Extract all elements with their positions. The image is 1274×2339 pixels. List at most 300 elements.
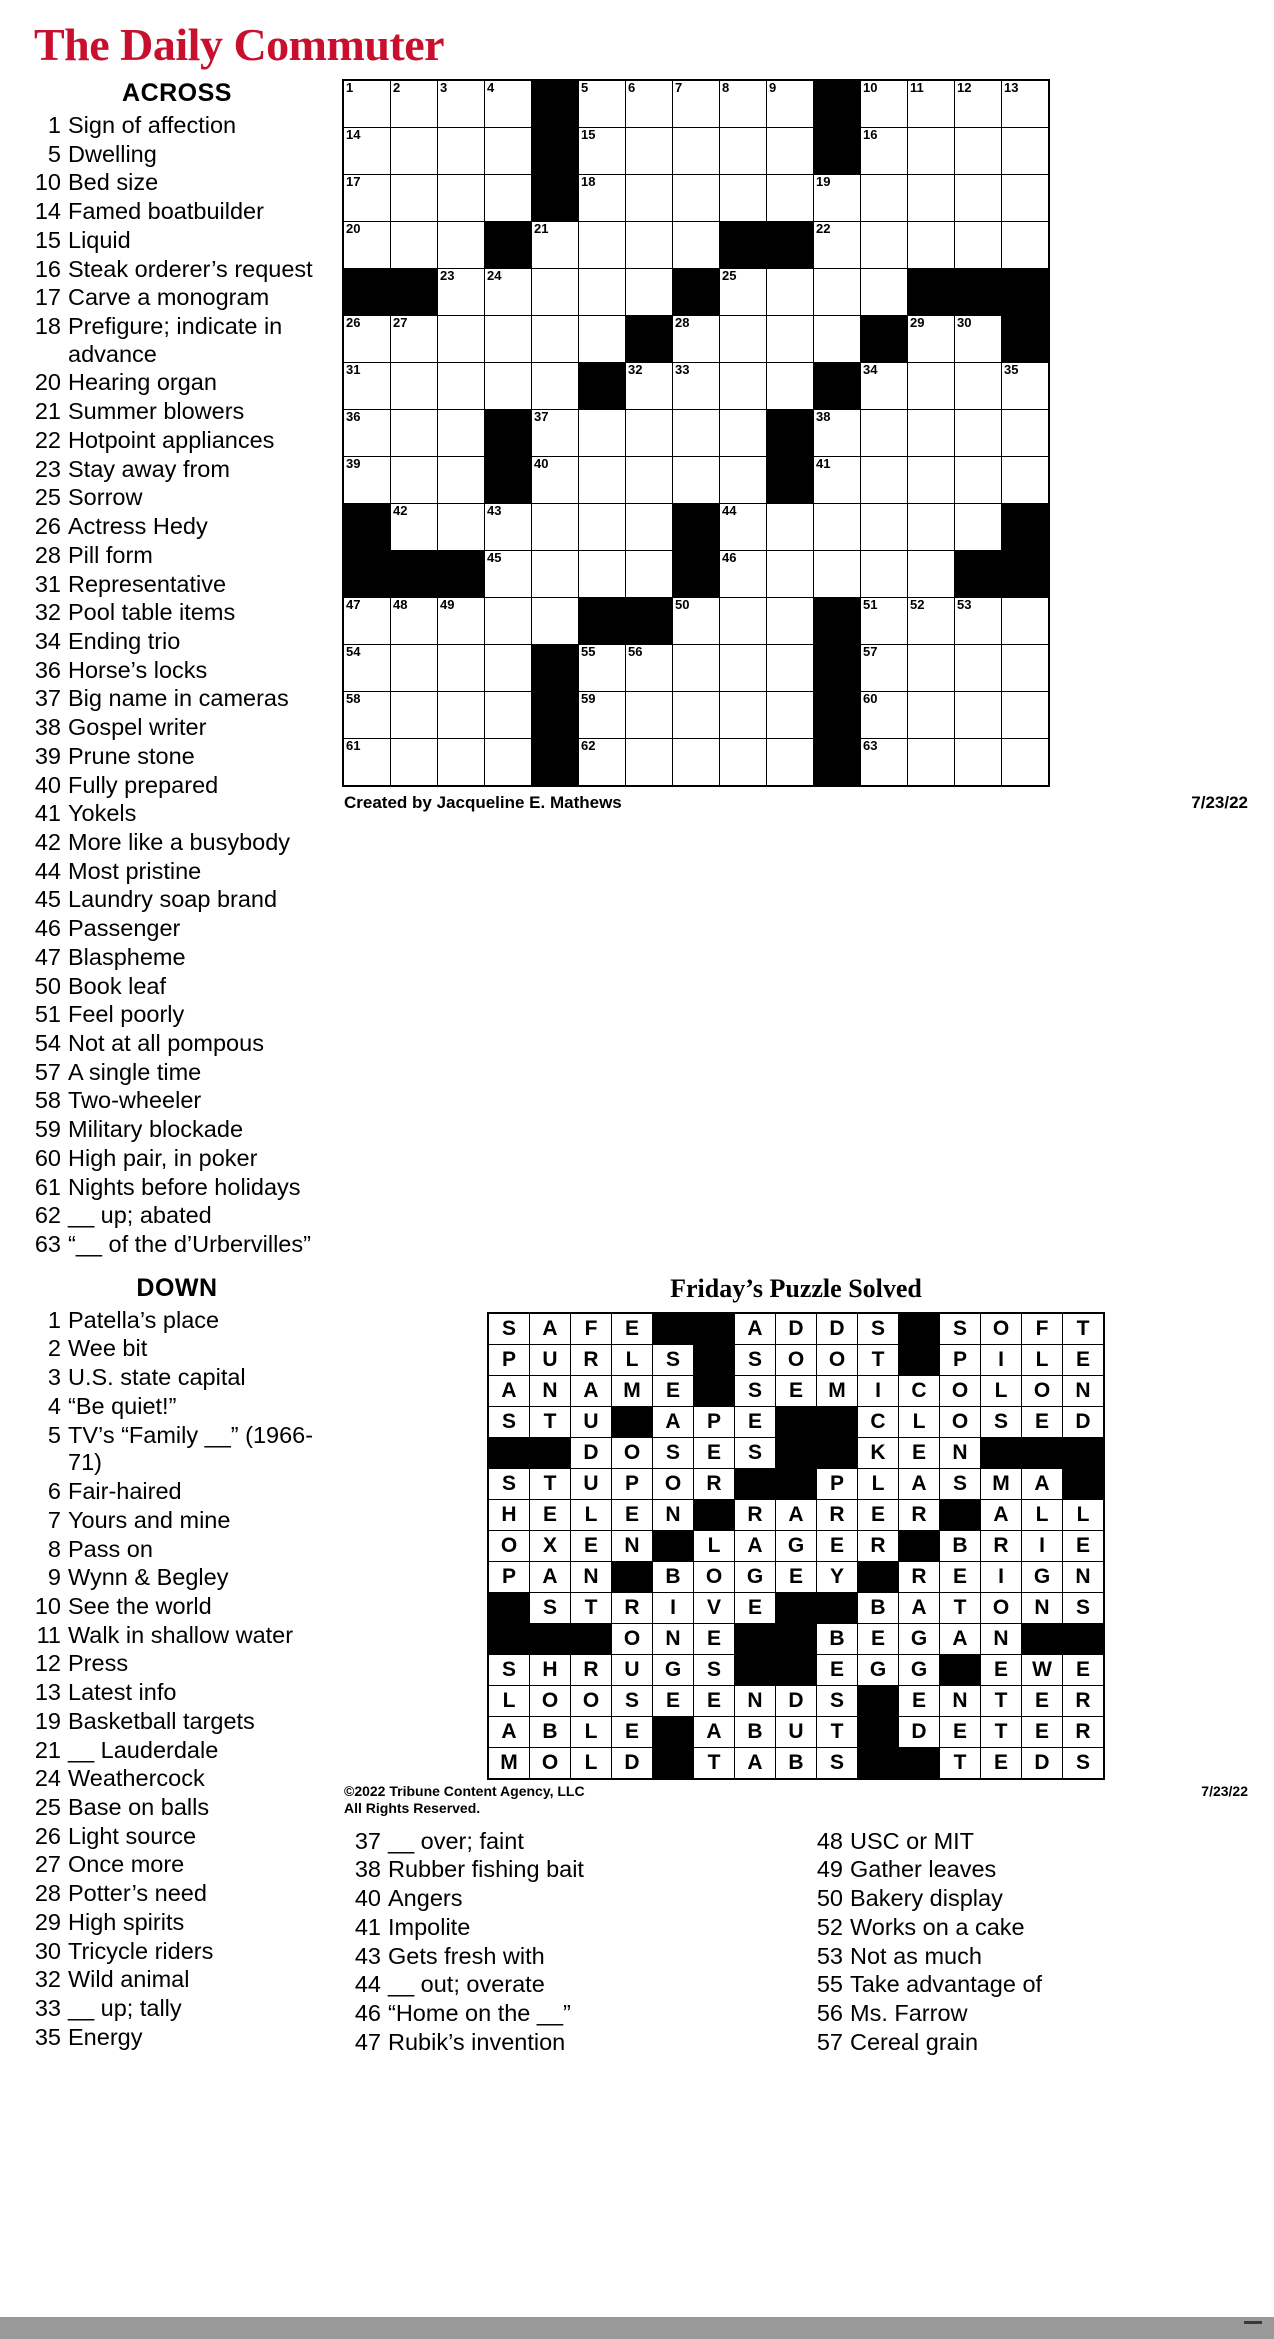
- crossword-block-cell: [908, 269, 955, 316]
- crossword-block-cell: [955, 551, 1002, 598]
- crossword-cell[interactable]: [532, 222, 579, 269]
- across-clue-text: Passenger: [68, 915, 181, 942]
- solved-letter-cell: B: [653, 1561, 694, 1592]
- crossword-cell[interactable]: [861, 504, 908, 551]
- crossword-cell[interactable]: [438, 222, 485, 269]
- across-clue-item: [30, 685, 324, 713]
- crossword-cell[interactable]: [532, 551, 579, 598]
- crossword-cell-number: 18: [581, 174, 596, 189]
- crossword-cell[interactable]: [343, 316, 391, 363]
- crossword-cell[interactable]: [814, 410, 861, 457]
- crossword-cell[interactable]: [391, 645, 438, 692]
- crossword-cell[interactable]: [767, 645, 814, 692]
- crossword-cell[interactable]: [438, 457, 485, 504]
- crossword-cell[interactable]: [908, 457, 955, 504]
- crossword-cell[interactable]: [814, 457, 861, 504]
- solved-letter-cell: O: [571, 1685, 612, 1716]
- solved-letter-cell: L: [488, 1685, 530, 1716]
- crossword-block-cell: [814, 128, 861, 175]
- crossword-cell[interactable]: [1002, 739, 1050, 787]
- crossword-cell[interactable]: [391, 363, 438, 410]
- solved-block-cell: [653, 1530, 694, 1561]
- across-clue-item: [30, 1145, 324, 1173]
- solved-letter-cell: O: [817, 1344, 858, 1375]
- crossword-cell[interactable]: [955, 175, 1002, 222]
- masthead-title: The Daily Commuter: [34, 19, 445, 70]
- crossword-cell[interactable]: [908, 128, 955, 175]
- crossword-cell[interactable]: [626, 504, 673, 551]
- down-clue-text: Gather leaves: [850, 1856, 997, 1883]
- crossword-block-cell: [532, 645, 579, 692]
- across-clue-number: 39: [34, 742, 61, 769]
- crossword-cell[interactable]: [579, 410, 626, 457]
- crossword-cell[interactable]: [720, 410, 767, 457]
- solved-letter-cell: I: [653, 1592, 694, 1623]
- crossword-cell[interactable]: [955, 316, 1002, 363]
- crossword-cell[interactable]: [579, 692, 626, 739]
- crossword-cell[interactable]: [579, 175, 626, 222]
- crossword-cell[interactable]: [673, 363, 720, 410]
- crossword-cell[interactable]: [391, 128, 438, 175]
- crossword-cell[interactable]: [955, 363, 1002, 410]
- crossword-cell[interactable]: [485, 269, 532, 316]
- crossword-cell[interactable]: [955, 222, 1002, 269]
- crossword-cell[interactable]: [720, 692, 767, 739]
- crossword-cell-number: 36: [346, 409, 361, 424]
- solved-date: 7/23/22: [1201, 1782, 1248, 1799]
- crossword-cell[interactable]: [767, 80, 814, 128]
- crossword-cell[interactable]: [532, 504, 579, 551]
- solved-letter-cell: N: [612, 1530, 653, 1561]
- crossword-cell[interactable]: [673, 645, 720, 692]
- crossword-cell[interactable]: [673, 316, 720, 363]
- crossword-cell[interactable]: [814, 269, 861, 316]
- crossword-cell[interactable]: [955, 692, 1002, 739]
- crossword-cell[interactable]: [861, 645, 908, 692]
- crossword-cell[interactable]: [908, 80, 955, 128]
- crossword-cell[interactable]: [626, 222, 673, 269]
- down-clue-item: [30, 1851, 324, 1879]
- crossword-cell[interactable]: [861, 598, 908, 645]
- crossword-cell[interactable]: [485, 551, 532, 598]
- crossword-cell[interactable]: [955, 410, 1002, 457]
- crossword-cell[interactable]: [767, 316, 814, 363]
- bottom-scrollbar[interactable]: [0, 2317, 1274, 2339]
- crossword-cell[interactable]: [626, 128, 673, 175]
- crossword-row: [343, 222, 1049, 269]
- down-clue-text: Gets fresh with: [388, 1942, 545, 1969]
- crossword-cell[interactable]: [955, 504, 1002, 551]
- solved-puzzle-column: [324, 1274, 1250, 2058]
- crossword-cell[interactable]: [579, 551, 626, 598]
- down-clue-number: 30: [34, 1937, 61, 1964]
- crossword-cell[interactable]: [532, 410, 579, 457]
- crossword-cell[interactable]: [438, 175, 485, 222]
- crossword-cell[interactable]: [673, 175, 720, 222]
- crossword-cell[interactable]: [1002, 363, 1050, 410]
- across-clue-item: [30, 886, 324, 914]
- crossword-cell[interactable]: [532, 316, 579, 363]
- down-clue-item: [30, 1909, 324, 1937]
- crossword-cell[interactable]: [767, 739, 814, 787]
- crossword-cell[interactable]: [720, 645, 767, 692]
- solved-letter-cell: X: [530, 1530, 571, 1561]
- across-clue-number: 23: [34, 455, 61, 482]
- crossword-cell[interactable]: [343, 739, 391, 787]
- crossword-cell[interactable]: [908, 598, 955, 645]
- down-clue-text: Works on a cake: [850, 1913, 1025, 1940]
- crossword-cell[interactable]: [861, 551, 908, 598]
- crossword-cell[interactable]: [485, 80, 532, 128]
- crossword-cell[interactable]: [1002, 598, 1050, 645]
- crossword-cell[interactable]: [532, 269, 579, 316]
- crossword-cell[interactable]: [532, 363, 579, 410]
- solved-letter-cell: E: [776, 1375, 817, 1406]
- crossword-cell[interactable]: [814, 222, 861, 269]
- crossword-cell[interactable]: [1002, 457, 1050, 504]
- crossword-cell[interactable]: [1002, 410, 1050, 457]
- solved-letter-cell: O: [530, 1747, 571, 1779]
- crossword-cell[interactable]: [438, 598, 485, 645]
- crossword-cell[interactable]: [579, 457, 626, 504]
- across-clue-item: [30, 542, 324, 570]
- down-clue-text: __ Lauderdale: [68, 1736, 219, 1763]
- down-clue-item: [812, 1885, 1250, 1913]
- across-clue-item: [30, 915, 324, 943]
- crossword-cell[interactable]: [1002, 692, 1050, 739]
- crossword-cell[interactable]: [626, 645, 673, 692]
- crossword-cell[interactable]: [720, 269, 767, 316]
- crossword-cell[interactable]: [391, 316, 438, 363]
- crossword-cell[interactable]: [673, 410, 720, 457]
- crossword-cell[interactable]: [532, 457, 579, 504]
- crossword-cell[interactable]: [673, 692, 720, 739]
- crossword-cell[interactable]: [485, 175, 532, 222]
- crossword-cell[interactable]: [861, 692, 908, 739]
- crossword-cell-number: 34: [863, 362, 878, 377]
- crossword-cell[interactable]: [861, 128, 908, 175]
- crossword-cell[interactable]: [955, 645, 1002, 692]
- crossword-cell[interactable]: [767, 269, 814, 316]
- solved-letter-cell: G: [899, 1654, 940, 1685]
- across-clue-number: 25: [34, 484, 61, 511]
- crossword-cell[interactable]: [861, 80, 908, 128]
- crossword-cell[interactable]: [579, 80, 626, 128]
- crossword-row: [343, 645, 1049, 692]
- crossword-cell[interactable]: [579, 128, 626, 175]
- crossword-cell[interactable]: [485, 128, 532, 175]
- crossword-cell[interactable]: [438, 645, 485, 692]
- crossword-cell[interactable]: [955, 457, 1002, 504]
- down-clue-item: [350, 1885, 800, 1913]
- crossword-cell[interactable]: [626, 175, 673, 222]
- crossword-cell[interactable]: [343, 80, 391, 128]
- solved-row: [488, 1375, 1104, 1406]
- crossword-cell[interactable]: [343, 645, 391, 692]
- solved-letter-cell: L: [612, 1344, 653, 1375]
- crossword-cell[interactable]: [438, 128, 485, 175]
- crossword-cell[interactable]: [579, 222, 626, 269]
- crossword-cell[interactable]: [908, 175, 955, 222]
- crossword-cell[interactable]: [673, 457, 720, 504]
- solved-row: [488, 1716, 1104, 1747]
- solved-block-cell: [858, 1685, 899, 1716]
- crossword-cell[interactable]: [1002, 128, 1050, 175]
- crossword-block-cell: [579, 598, 626, 645]
- crossword-cell[interactable]: [1002, 175, 1050, 222]
- crossword-cell[interactable]: [626, 410, 673, 457]
- down-clue-item: [30, 1823, 324, 1851]
- across-clue-text: __ up; abated: [68, 1202, 212, 1229]
- puzzle-column: [324, 79, 1250, 813]
- crossword-cell[interactable]: [391, 457, 438, 504]
- down-clue-number: 41: [354, 1913, 381, 1940]
- solved-letter-cell: E: [1063, 1530, 1105, 1561]
- crossword-cell[interactable]: [438, 316, 485, 363]
- solved-letter-cell: A: [735, 1530, 776, 1561]
- crossword-cell-number: 16: [863, 127, 878, 142]
- crossword-cell[interactable]: [908, 551, 955, 598]
- down-clue-number: 48: [816, 1827, 843, 1854]
- crossword-cell[interactable]: [438, 739, 485, 787]
- crossword-cell[interactable]: [720, 739, 767, 787]
- crossword-cell-number: 17: [346, 174, 361, 189]
- solved-block-cell: [571, 1623, 612, 1654]
- crossword-cell[interactable]: [626, 692, 673, 739]
- solved-block-cell: [858, 1716, 899, 1747]
- crossword-cell[interactable]: [720, 504, 767, 551]
- crossword-cell[interactable]: [720, 128, 767, 175]
- down-clue-text: Impolite: [388, 1913, 471, 1940]
- crossword-cell[interactable]: [485, 739, 532, 787]
- across-clue-text: Two-wheeler: [68, 1087, 202, 1114]
- crossword-cell[interactable]: [391, 598, 438, 645]
- crossword-block-cell: [485, 222, 532, 269]
- crossword-cell[interactable]: [861, 222, 908, 269]
- solved-letter-cell: S: [940, 1468, 981, 1499]
- crossword-cell[interactable]: [955, 598, 1002, 645]
- crossword-cell[interactable]: [391, 80, 438, 128]
- down-clue-item: [30, 1364, 324, 1392]
- down-clue-item: [30, 1393, 324, 1421]
- crossword-cell[interactable]: [908, 739, 955, 787]
- crossword-cell[interactable]: [720, 551, 767, 598]
- solved-row: [488, 1344, 1104, 1375]
- crossword-cell[interactable]: [673, 80, 720, 128]
- crossword-cell[interactable]: [579, 504, 626, 551]
- down-clue-text: Tricycle riders: [68, 1937, 214, 1964]
- crossword-cell[interactable]: [438, 410, 485, 457]
- crossword-cell-number: 24: [487, 268, 502, 283]
- crossword-cell[interactable]: [720, 363, 767, 410]
- crossword-cell-number: 59: [581, 691, 596, 706]
- crossword-cell[interactable]: [391, 222, 438, 269]
- solved-letter-cell: E: [1063, 1654, 1105, 1685]
- crossword-cell[interactable]: [626, 363, 673, 410]
- crossword-cell[interactable]: [908, 410, 955, 457]
- crossword-cell[interactable]: [861, 175, 908, 222]
- crossword-grid[interactable]: [342, 79, 1050, 787]
- down-clue-item: [812, 1943, 1250, 1971]
- solved-letter-cell: N: [735, 1685, 776, 1716]
- crossword-cell[interactable]: [767, 128, 814, 175]
- solved-letter-cell: N: [530, 1375, 571, 1406]
- crossword-cell[interactable]: [485, 645, 532, 692]
- crossword-cell[interactable]: [391, 175, 438, 222]
- crossword-cell[interactable]: [720, 316, 767, 363]
- crossword-cell[interactable]: [720, 80, 767, 128]
- across-clue-number: 21: [34, 398, 61, 425]
- across-clue-number: 42: [34, 828, 61, 855]
- crossword-cell[interactable]: [908, 363, 955, 410]
- across-clue-number: 20: [34, 369, 61, 396]
- crossword-cell[interactable]: [767, 363, 814, 410]
- crossword-cell[interactable]: [1002, 80, 1050, 128]
- crossword-cell[interactable]: [908, 316, 955, 363]
- across-clue-number: 41: [34, 800, 61, 827]
- crossword-cell-number: 37: [534, 409, 549, 424]
- crossword-cell[interactable]: [579, 269, 626, 316]
- across-clue-text: “__ of the d’Urbervilles”: [68, 1231, 311, 1258]
- crossword-cell[interactable]: [626, 457, 673, 504]
- crossword-cell[interactable]: [391, 410, 438, 457]
- solved-letter-cell: A: [530, 1561, 571, 1592]
- crossword-cell[interactable]: [673, 598, 720, 645]
- crossword-cell[interactable]: [532, 598, 579, 645]
- crossword-cell[interactable]: [908, 645, 955, 692]
- crossword-cell[interactable]: [720, 175, 767, 222]
- crossword-cell[interactable]: [438, 269, 485, 316]
- crossword-cell[interactable]: [391, 504, 438, 551]
- crossword-cell[interactable]: [343, 128, 391, 175]
- across-clue-item: [30, 858, 324, 886]
- solved-letter-cell: A: [735, 1747, 776, 1779]
- crossword-cell[interactable]: [343, 222, 391, 269]
- crossword-cell[interactable]: [861, 410, 908, 457]
- crossword-cell[interactable]: [485, 363, 532, 410]
- crossword-cell[interactable]: [343, 410, 391, 457]
- solved-block-cell: [694, 1344, 735, 1375]
- solved-letter-cell: T: [817, 1716, 858, 1747]
- down-clue-text: Cereal grain: [850, 2028, 979, 2055]
- crossword-cell[interactable]: [861, 739, 908, 787]
- across-clue-text: Fully prepared: [68, 771, 219, 798]
- crossword-cell[interactable]: [767, 692, 814, 739]
- crossword-cell-number: 31: [346, 362, 361, 377]
- solved-letter-cell: L: [571, 1499, 612, 1530]
- crossword-cell[interactable]: [343, 363, 391, 410]
- crossword-cell[interactable]: [438, 80, 485, 128]
- across-clue-number: 5: [47, 140, 61, 167]
- crossword-cell[interactable]: [485, 598, 532, 645]
- crossword-cell[interactable]: [343, 175, 391, 222]
- crossword-cell[interactable]: [343, 692, 391, 739]
- crossword-cell-number: 60: [863, 691, 878, 706]
- crossword-cell[interactable]: [767, 175, 814, 222]
- crossword-cell[interactable]: [767, 551, 814, 598]
- crossword-cell[interactable]: [955, 739, 1002, 787]
- solved-letter-cell: G: [899, 1623, 940, 1654]
- down-clue-text: Wild animal: [68, 1966, 190, 1993]
- crossword-cell[interactable]: [908, 504, 955, 551]
- crossword-block-cell: [767, 457, 814, 504]
- crossword-cell-number: 43: [487, 503, 502, 518]
- crossword-cell[interactable]: [1002, 645, 1050, 692]
- down-clue-number: 52: [816, 1913, 843, 1940]
- crossword-cell[interactable]: [720, 457, 767, 504]
- crossword-cell[interactable]: [579, 739, 626, 787]
- crossword-cell[interactable]: [343, 457, 391, 504]
- crossword-cell[interactable]: [579, 316, 626, 363]
- crossword-cell[interactable]: [908, 692, 955, 739]
- crossword-cell[interactable]: [955, 128, 1002, 175]
- crossword-cell[interactable]: [861, 269, 908, 316]
- down-clue-number: 9: [47, 1564, 61, 1591]
- across-clue-number: 32: [34, 599, 61, 626]
- crossword-cell[interactable]: [438, 692, 485, 739]
- across-clue-item: [30, 169, 324, 197]
- crossword-cell[interactable]: [767, 504, 814, 551]
- crossword-cell[interactable]: [485, 504, 532, 551]
- crossword-cell[interactable]: [1002, 222, 1050, 269]
- crossword-cell[interactable]: [814, 316, 861, 363]
- across-clue-item: [30, 398, 324, 426]
- solved-block-cell: [817, 1592, 858, 1623]
- crossword-cell[interactable]: [626, 551, 673, 598]
- across-clue-item: [30, 714, 324, 742]
- puzzle-credit: [342, 793, 1250, 813]
- crossword-cell[interactable]: [955, 80, 1002, 128]
- crossword-cell[interactable]: [391, 692, 438, 739]
- crossword-cell-number: 25: [722, 268, 737, 283]
- crossword-cell[interactable]: [673, 222, 720, 269]
- solved-letter-cell: L: [571, 1716, 612, 1747]
- crossword-cell[interactable]: [626, 269, 673, 316]
- crossword-cell-number: 46: [722, 550, 737, 565]
- crossword-cell-number: 20: [346, 221, 361, 236]
- crossword-cell[interactable]: [767, 598, 814, 645]
- solved-letter-cell: T: [571, 1592, 612, 1623]
- crossword-cell[interactable]: [626, 80, 673, 128]
- crossword-cell[interactable]: [814, 504, 861, 551]
- crossword-cell[interactable]: [485, 692, 532, 739]
- crossword-cell[interactable]: [908, 222, 955, 269]
- across-clue-text: Hearing organ: [68, 369, 217, 396]
- crossword-cell[interactable]: [720, 598, 767, 645]
- solved-letter-cell: O: [488, 1530, 530, 1561]
- down-clue-item: [30, 1708, 324, 1736]
- crossword-cell[interactable]: [438, 363, 485, 410]
- crossword-cell[interactable]: [861, 363, 908, 410]
- crossword-cell[interactable]: [343, 598, 391, 645]
- crossword-cell[interactable]: [579, 645, 626, 692]
- crossword-cell[interactable]: [814, 551, 861, 598]
- down-clue-number: 43: [354, 1942, 381, 1969]
- crossword-cell[interactable]: [391, 739, 438, 787]
- crossword-cell[interactable]: [626, 739, 673, 787]
- crossword-cell[interactable]: [438, 504, 485, 551]
- crossword-block-cell: [673, 504, 720, 551]
- crossword-cell[interactable]: [485, 316, 532, 363]
- down-clue-text: “Home on the __”: [388, 2000, 571, 2027]
- crossword-cell[interactable]: [861, 457, 908, 504]
- crossword-block-cell: [579, 363, 626, 410]
- crossword-cell[interactable]: [673, 128, 720, 175]
- down-clue-item: [30, 2024, 324, 2052]
- crossword-cell[interactable]: [673, 739, 720, 787]
- crossword-cell[interactable]: [814, 175, 861, 222]
- across-clue-text: Yokels: [68, 800, 137, 827]
